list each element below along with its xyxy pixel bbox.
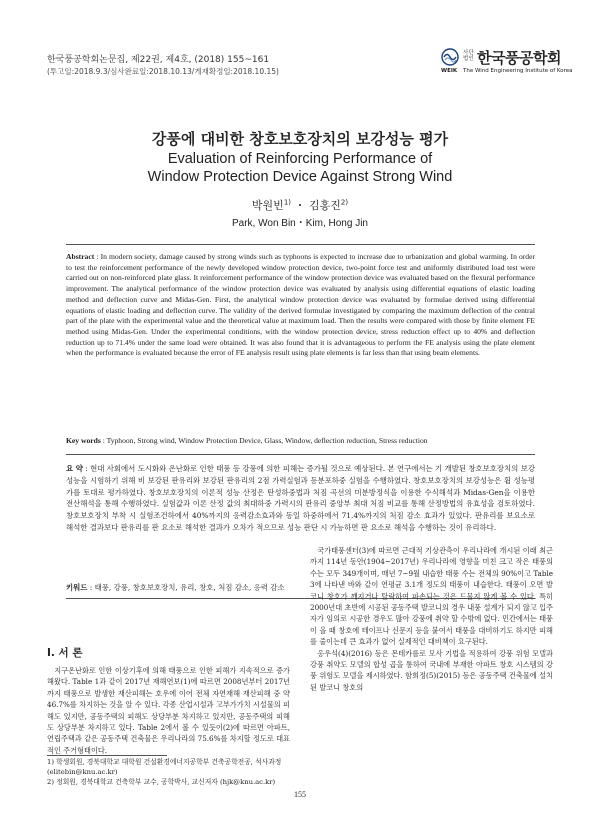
society-logo [441, 46, 573, 82]
submission-dates: (투고일:2018.9.3/심사완료일:2018.10.13/게재확정일:2018.10.15) [47, 67, 279, 76]
body-column-right [310, 545, 553, 693]
footnote-2: 2) 정회원, 경북대학교 건축학부 교수, 공학박사, 교신저자 (hjk@knu.ac.kr) [47, 778, 276, 786]
keywords-text: : Typhoon, Strong wind, Window Protection Device, Glass, Window, deflection reduction, Stress reduction [102, 436, 428, 445]
footnote-1: 1) 학생회원, 경북대학교 대학원 건설환경에너지공학부 건축공학전공, 석사과정 (elitebin@knu.ac.kr) [47, 758, 282, 776]
page-number: 155 [294, 790, 306, 799]
title-en-line1: Evaluation of Reinforcing Performance of [167, 151, 433, 167]
authors-kr [0, 197, 600, 213]
keywords-label: Key words [66, 436, 101, 445]
intro-paragraph-3: 옹우석(4)(2016) 등은 몬테카를로 모사 기법을 적용하여 강풍 위험 모델과 강풍 취약도 모델의 합성 곱을 통하여 국내에 부재한 아파트 창호 시스템의 강풍 위험도 모델을 제시하였다. 함희정(5)(2015) 등은 공동주택 건축물에 설치된 발코니 창호의 [310, 648, 553, 692]
author-1: 박원빈 [251, 199, 284, 212]
section-heading-intro: I. 서 론 [47, 647, 83, 659]
footnotes [47, 757, 290, 787]
abstract-kr-label: 요 약 [66, 464, 83, 473]
intro-paragraph-2: 국가태풍센터(3)에 따르면 근대적 기상관측이 우리나라에 개시된 이래 최근까지 114년 동안(1904~2017년) 우리나라에 영향을 미친 크고 작은 태풍의 수는 모두 349개이며, 매년 7~9월 내습한 태풍 수는 전체의 90%이고 Table 3에 나타낸 바와 같이 연평균 3.1개 정도의 태풍이 내습한다. 태풍이 오면 발코니 창호가 깨지거나 탈락하여 파손되는 것은 드물지 않게 볼 수 있다. 특히 2000년대 초반에 시공된 공동주택 발코니의 경우 내풍 설계가 되지 않고 입주자가 임의로 시공한 경우도 많아 강풍에 취약 할 수밖에 없다. 민간에서는 태풍이 올 때 창호에 테이프나 신문지 등을 붙여서 태풍을 대비하기도 하지만 피해를 줄이는데 큰 효과가 없어 실제적인 대비책이 요구된다. [310, 546, 553, 647]
author-2: 김홍진 [309, 199, 341, 212]
abstract-label: Abstract [66, 252, 95, 261]
author-separator: ・ [294, 199, 306, 212]
paper-title-en [0, 150, 600, 186]
abstract-text: : In modern society, damage caused by strong winds such as typhoons is expected to increase due to urbanization and global warming. In order to test the reinforcement performance of the newly developed window protection device, two-point force test and uniformly distributed load test were carried out on non-reinforced plate glass. It reinforcement performance of the window protection device was evaluated based on the flexural performance improvement. The analytical performance of the window protection device was evaluated by analysis using differential equations of elastic loading method and deflection curve and Midas-Gen. First, the analytical window protection device was evaluated by formulae derived using differential equations of elastic loading and deflection curve. The validity of the derived formulae investigated by comparing the maximum deflection of the central part of the plate with the experimental value and the theoretical value at maximum load. Then the results were compared with those by finite element FE method using Midas-Gen. Under the experimental conditions, with the window protection device, stress reduction effect up to 40% and deflection reduction up to 71.4% under the same load were obtained. It was also found that it is advantageous to perform the FE analysis using the plate element when the performance is evaluated because the error of FE analysis result using plate elements is far less than that using beam elements. [66, 252, 535, 358]
abstract-top-rule [66, 244, 535, 245]
intro-paragraph-1: 지구온난화로 인한 이상기후에 의해 태풍으로 인한 피해가 지속적으로 증가해왔다. Table 1과 같이 2017년 재해연보(1)에 따르면 2008년부터 2017년까지 태풍으로 발생한 재산피해는 호우에 이어 전체 자연재해 재산피해 중 약 46.7%를 차지하는 것을 알 수 있다. 각종 산업시설과 고부가가치 시설물의 피해도 있지만, 공동주택의 피해도 상당부분 차지하고 있지만, 공동주택의 피해도 상당부분 차지하고 있다. Table 2에서 볼 수 있듯이(2)에 따르면 아파트, 연립주택과 같은 공동주택 건축물은 우리나라의 75.6%를 차지할 정도로 대표적인 주거형태이다. [47, 666, 290, 755]
author-2-mark: 2) [340, 198, 349, 207]
logo-corp-label: 사단 법인 [463, 50, 474, 62]
logo-name-en: The Wind Engineering Institute of Korea [463, 68, 573, 74]
abstract-en [66, 252, 535, 359]
footnote-rule [47, 755, 167, 756]
abstract-mid-rule [66, 454, 535, 455]
keywords-kr-text: : 태풍, 강풍, 창호보호장치, 유리, 창호, 처짐 감소, 응력 감소 [89, 583, 285, 592]
journal-citation: 한국풍공학회논문집, 제22권, 제4호, (2018) 155~161 [47, 55, 270, 65]
keywords-en [66, 436, 535, 445]
title-en-line2: Window Protection Device Against Strong Wind [147, 169, 453, 185]
logo-abbr: WEIK [441, 68, 458, 74]
author-1-mark: 1) [283, 198, 291, 207]
abstract-kr-text: : 현대 사회에서 도시화와 온난화로 인한 태풍 등 강풍에 의한 피해는 증가될 것으로 예상된다. 본 연구에서는 기 개발된 창호보호장치의 보강성능을 시험하기 위해 비 보강된 판유리와 보강된 판유리의 2점 가력실험과 등분포하중 실험을 수행하였다. 창호보호장치의 보강성능은 휨 성능평가를 토대로 평가하였다. 창호보호장치의 이론적 성능 산정은 탄성하중법과 처짐 곡선의 미분방정식을 이용한 수식해석과 Midas-Gen을 이용한 전산해석을 통해 수행하였다. 실험값과 이론 산정 값의 최대하중 가력시의 판유리 중앙부 최대 처짐 비교를 통해 산정방법의 유효성을 검토하였다. 창호보호장치 부착 시 실험조건하에서 40%까지의 응력감소효과와 동일 하중하에서 71.4%까지의 처짐 감소 효과가 있었다. 판유리를 보요소로 해석한 결과보다 판유리를 판 요소로 해석한 결과가 오차가 적으므로 성능 판단 시 가능하면 판 요소로 해석을 수행하는 것이 유리하다. [66, 464, 535, 532]
abstract-kr [66, 463, 535, 534]
body-column-left [47, 665, 290, 756]
weik-logo-icon [441, 48, 459, 66]
logo-name-kr: 한국풍공학회 [477, 49, 561, 67]
authors-en: Park, Won Bin・Kim, Hong Jin [232, 218, 368, 229]
keywords-kr-label: 키워드 [66, 583, 88, 592]
paper-title-kr: 강풍에 대비한 창호보호장치의 보강성능 평가 [151, 130, 449, 148]
